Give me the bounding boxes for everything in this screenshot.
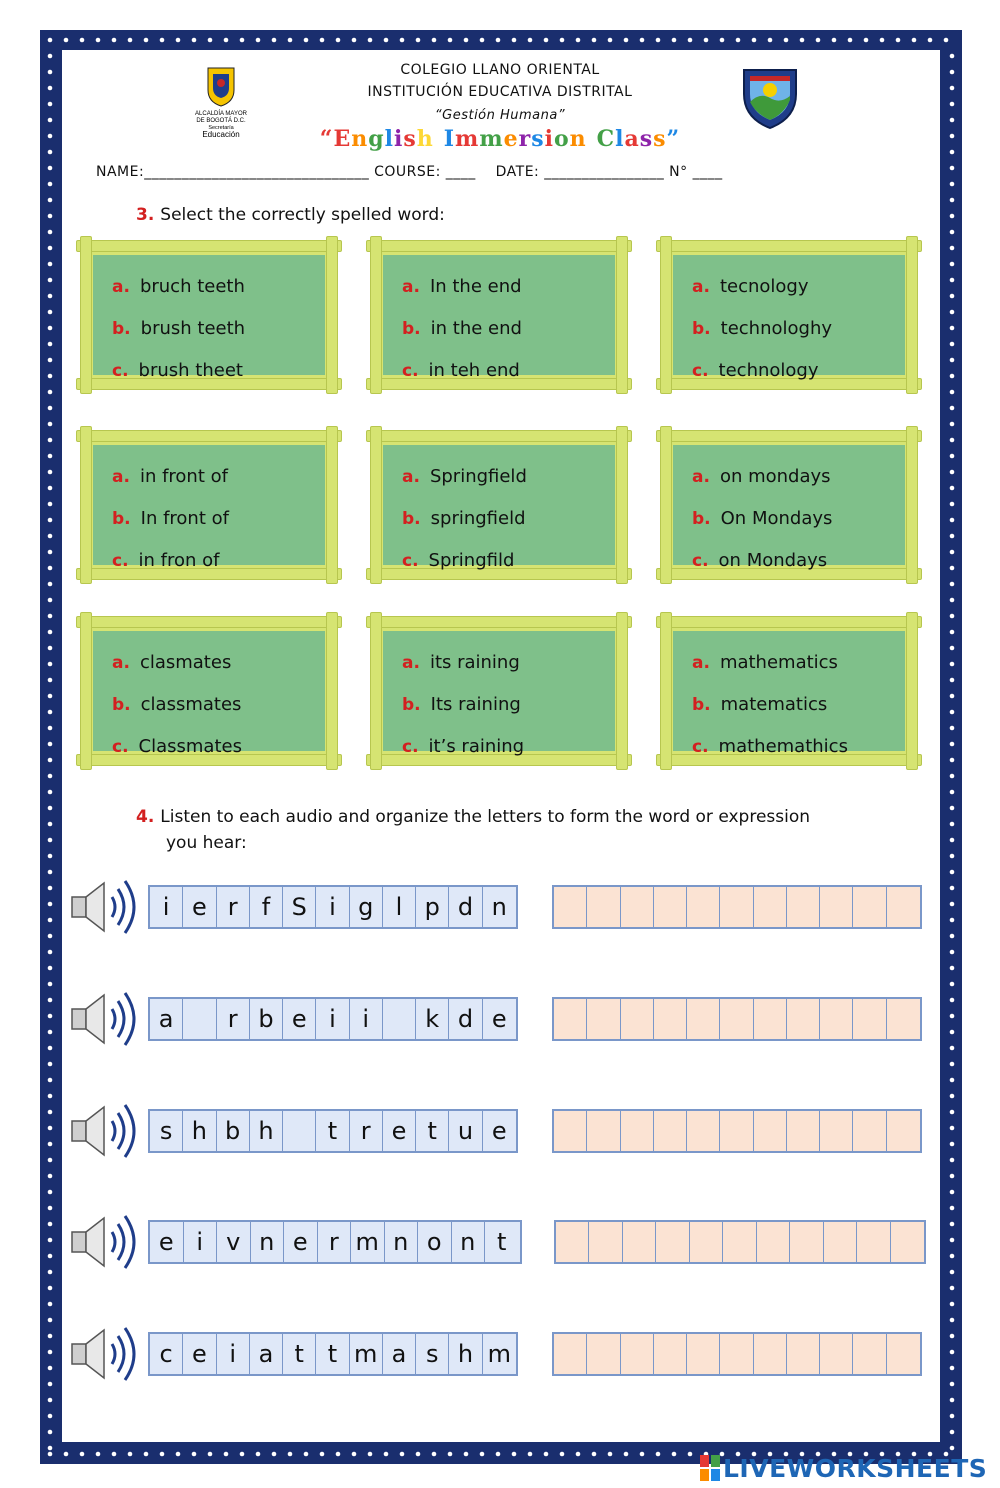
student-info-line: NAME:______________________________ COURSE: ____ DATE: ________________ N° ____ xyxy=(96,164,723,180)
option-text: technologhy xyxy=(720,318,832,339)
answer-slot[interactable] xyxy=(587,999,620,1039)
answer-slot[interactable] xyxy=(720,1111,753,1151)
option-text: in front of xyxy=(139,466,228,487)
speaker-icon[interactable] xyxy=(68,1099,138,1163)
option-text: in the end xyxy=(430,318,522,339)
question-number: 3. xyxy=(136,205,155,225)
logo-line-3: Secretaría xyxy=(208,125,234,131)
answer-option[interactable] xyxy=(402,498,527,540)
board-options xyxy=(402,456,527,582)
title-letter: r xyxy=(518,126,532,152)
spelling-board xyxy=(660,240,918,390)
option-text: bruch teeth xyxy=(139,276,245,297)
board-rail xyxy=(660,236,672,394)
spelling-board xyxy=(660,616,918,766)
letter-tile[interactable]: h xyxy=(183,1111,216,1151)
answer-slots xyxy=(552,997,922,1041)
title-letter: n xyxy=(569,126,587,152)
motto: “Gestión Humana” xyxy=(434,108,566,123)
answer-slot[interactable] xyxy=(820,887,853,927)
letter-tile[interactable]: i xyxy=(316,887,349,927)
answer-option[interactable] xyxy=(402,684,524,726)
answer-slot[interactable] xyxy=(554,887,587,927)
scrambled-letters xyxy=(148,1109,518,1153)
scrambled-letters xyxy=(148,1220,522,1264)
answer-slot[interactable] xyxy=(853,999,886,1039)
option-text: matematics xyxy=(720,694,828,715)
title-letter: E xyxy=(333,126,352,152)
letter-tile[interactable]: r xyxy=(350,1111,383,1151)
letter-tile[interactable]: a xyxy=(250,1334,283,1374)
answer-slot[interactable] xyxy=(853,1111,886,1151)
logo-line-4: Educación xyxy=(202,130,240,139)
answer-slot[interactable] xyxy=(621,887,654,927)
institution-name: INSTITUCIÓN EDUCATIVA DISTRITAL xyxy=(367,84,633,100)
answer-option[interactable] xyxy=(692,308,832,350)
letter-tile[interactable]: r xyxy=(217,999,250,1039)
letter-tile[interactable]: t xyxy=(316,1334,349,1374)
answer-slot[interactable] xyxy=(787,1111,820,1151)
question-instruction: Select the correctly spelled word: xyxy=(160,205,445,225)
option-text: brush teeth xyxy=(140,318,246,339)
title-letter: I xyxy=(443,126,456,152)
letter-tile[interactable]: p xyxy=(416,887,449,927)
logo-line-2: DE BOGOTÁ D.C. xyxy=(196,118,246,124)
answer-slot[interactable] xyxy=(887,999,920,1039)
option-letter: b. xyxy=(112,695,131,715)
answer-option[interactable] xyxy=(112,266,245,308)
answer-slot[interactable] xyxy=(787,887,820,927)
letter-tile[interactable]: v xyxy=(217,1222,251,1262)
answer-slot[interactable] xyxy=(824,1222,857,1262)
letter-tile[interactable] xyxy=(183,999,216,1039)
answer-slot[interactable] xyxy=(687,999,720,1039)
answer-slot[interactable] xyxy=(621,1334,654,1374)
letter-tile[interactable]: r xyxy=(217,887,250,927)
letter-tile[interactable]: e xyxy=(284,1222,318,1262)
answer-slot[interactable] xyxy=(654,1334,687,1374)
board-rail xyxy=(616,236,628,394)
title-letter: n xyxy=(351,126,369,152)
option-letter: c. xyxy=(402,737,419,757)
question-3-title xyxy=(136,205,445,225)
option-letter: b. xyxy=(692,695,711,715)
answer-slot[interactable] xyxy=(787,999,820,1039)
board-options xyxy=(402,642,524,768)
option-text: springfield xyxy=(430,508,526,529)
board-options xyxy=(692,642,848,768)
answer-slot[interactable] xyxy=(589,1222,622,1262)
option-letter: b. xyxy=(692,509,711,529)
title-letter: m xyxy=(479,126,504,152)
answer-slot[interactable] xyxy=(820,1111,853,1151)
option-text: tecnology xyxy=(719,276,809,297)
answer-option[interactable] xyxy=(402,308,522,350)
letter-tile[interactable]: o xyxy=(418,1222,452,1262)
answer-slot[interactable] xyxy=(720,887,753,927)
liveworksheets-watermark xyxy=(700,1454,987,1483)
answer-slot[interactable] xyxy=(587,1334,620,1374)
board-rail xyxy=(76,616,342,628)
title-letter: l xyxy=(384,126,394,152)
letter-tile[interactable]: b xyxy=(250,999,283,1039)
title-letter: s xyxy=(531,126,545,152)
letter-tile[interactable]: d xyxy=(449,887,482,927)
option-letter: b. xyxy=(402,319,421,339)
letter-tile[interactable]: n xyxy=(385,1222,419,1262)
option-text: on mondays xyxy=(719,466,831,487)
board-rail xyxy=(656,616,922,628)
spelling-board xyxy=(370,616,628,766)
answer-option[interactable] xyxy=(112,540,229,582)
title-letter: e xyxy=(503,126,519,152)
letter-tile[interactable]: m xyxy=(487,1340,511,1368)
answer-option[interactable] xyxy=(112,350,245,392)
letter-tile[interactable]: e xyxy=(491,1117,507,1145)
answer-slot[interactable] xyxy=(654,1111,687,1151)
title-letter: h xyxy=(416,126,434,152)
answer-option[interactable] xyxy=(402,456,527,498)
board-rail xyxy=(326,236,338,394)
answer-slot[interactable] xyxy=(723,1222,756,1262)
option-letter: b. xyxy=(112,319,131,339)
option-letter: c. xyxy=(692,361,709,381)
answer-slot[interactable] xyxy=(687,887,720,927)
answer-option[interactable] xyxy=(402,266,522,308)
answer-slot[interactable] xyxy=(757,1222,790,1262)
letter-tile[interactable]: g xyxy=(350,887,383,927)
scrambled-letters xyxy=(148,997,518,1041)
board-rail xyxy=(660,612,672,770)
spelling-board xyxy=(370,430,628,580)
question-number: 4. xyxy=(136,807,155,827)
title-letter: C xyxy=(596,126,616,152)
answer-slot[interactable] xyxy=(720,1334,753,1374)
option-text: its raining xyxy=(429,652,520,673)
board-rail xyxy=(326,612,338,770)
title-close-quote: ” xyxy=(666,126,681,152)
board-rail xyxy=(616,612,628,770)
answer-slot[interactable] xyxy=(857,1222,890,1262)
answer-slot[interactable] xyxy=(887,1334,920,1374)
option-text: Springfield xyxy=(429,466,527,487)
letter-tile[interactable]: t xyxy=(416,1111,449,1151)
answer-option[interactable] xyxy=(692,684,848,726)
board-options xyxy=(112,642,242,768)
option-letter: c. xyxy=(692,551,709,571)
spelling-board xyxy=(660,430,918,580)
option-text: it’s raining xyxy=(428,736,525,757)
answer-option[interactable] xyxy=(112,642,242,684)
letter-tile[interactable]: s xyxy=(150,1111,183,1151)
answer-option[interactable] xyxy=(692,540,832,582)
title-letter: o xyxy=(553,126,570,152)
title-letter: s xyxy=(639,126,654,152)
letter-tile[interactable]: c xyxy=(150,1334,183,1374)
answer-slot[interactable] xyxy=(853,1334,886,1374)
option-text: technology xyxy=(718,360,819,381)
question-4-title xyxy=(136,804,916,856)
board-rail xyxy=(76,430,342,442)
answer-option[interactable] xyxy=(112,456,229,498)
option-text: in teh end xyxy=(428,360,520,381)
answer-slot[interactable] xyxy=(720,999,753,1039)
answer-option[interactable] xyxy=(692,642,848,684)
answer-slot[interactable] xyxy=(754,1111,787,1151)
option-text: in fron of xyxy=(138,550,220,571)
option-letter: c. xyxy=(692,737,709,757)
option-letter: a. xyxy=(112,653,130,673)
title-letter: m xyxy=(455,126,480,152)
board-rail xyxy=(366,240,632,252)
option-letter: c. xyxy=(402,551,419,571)
board-rail xyxy=(906,426,918,584)
letter-tile[interactable]: s xyxy=(416,1334,449,1374)
answer-slots xyxy=(552,1332,922,1376)
letter-tile[interactable]: i xyxy=(217,1334,250,1374)
letter-tile[interactable]: i xyxy=(350,999,383,1039)
option-letter: b. xyxy=(402,695,421,715)
answer-slot[interactable] xyxy=(754,1334,787,1374)
board-rail xyxy=(656,240,922,252)
letter-tile[interactable]: d xyxy=(449,999,482,1039)
letter-tile[interactable]: n xyxy=(251,1222,285,1262)
question-instruction-line-2: you hear: xyxy=(166,833,247,853)
letter-tile[interactable]: S xyxy=(283,887,316,927)
title-letter: g xyxy=(368,126,385,152)
option-letter: a. xyxy=(112,467,130,487)
speaker-icon[interactable] xyxy=(68,987,138,1051)
option-letter: c. xyxy=(112,551,129,571)
answer-slot[interactable] xyxy=(587,1111,620,1151)
option-text: clasmates xyxy=(139,652,232,673)
answer-slot[interactable] xyxy=(754,999,787,1039)
answer-slot[interactable] xyxy=(690,1222,723,1262)
title-letter: l xyxy=(615,126,625,152)
speaker-icon[interactable] xyxy=(68,875,138,939)
answer-option[interactable] xyxy=(692,350,832,392)
option-text: Classmates xyxy=(138,736,242,757)
letter-tile[interactable] xyxy=(383,999,416,1039)
title-letter: s xyxy=(653,126,667,152)
answer-slot[interactable] xyxy=(790,1222,823,1262)
spelling-board xyxy=(80,430,338,580)
board-rail xyxy=(656,430,922,442)
answer-slot[interactable] xyxy=(623,1222,656,1262)
letter-tile[interactable]: r xyxy=(318,1222,352,1262)
title-letter: a xyxy=(624,126,640,152)
letter-tile[interactable]: n xyxy=(491,893,507,921)
option-letter: a. xyxy=(402,653,420,673)
spelling-board xyxy=(370,240,628,390)
speaker-icon[interactable] xyxy=(68,1322,138,1386)
answer-slots xyxy=(554,1220,926,1264)
letter-tile[interactable]: t xyxy=(283,1334,316,1374)
letter-tile[interactable]: e xyxy=(183,887,216,927)
letter-tile[interactable]: i xyxy=(184,1222,218,1262)
letter-tile[interactable]: e xyxy=(383,1111,416,1151)
letter-tile[interactable]: t xyxy=(497,1228,507,1256)
option-letter: a. xyxy=(112,277,130,297)
option-text: brush theet xyxy=(138,360,243,381)
option-text: In the end xyxy=(429,276,522,297)
option-text: mathemathics xyxy=(718,736,848,757)
answer-slot[interactable] xyxy=(554,1111,587,1151)
board-rail xyxy=(370,612,382,770)
letter-tile[interactable]: k xyxy=(416,999,449,1039)
option-text: In front of xyxy=(140,508,229,529)
answer-slot[interactable] xyxy=(654,999,687,1039)
answer-option[interactable] xyxy=(692,266,832,308)
letter-tile[interactable]: i xyxy=(150,887,183,927)
answer-option[interactable] xyxy=(692,456,832,498)
letter-tile[interactable]: t xyxy=(316,1111,349,1151)
title-letter: s xyxy=(403,126,417,152)
answer-option[interactable] xyxy=(112,684,242,726)
board-rail xyxy=(366,430,632,442)
board-rail xyxy=(660,426,672,584)
answer-option[interactable] xyxy=(402,642,524,684)
letter-tile[interactable]: a xyxy=(150,999,183,1039)
board-options xyxy=(112,266,245,392)
letter-tile[interactable] xyxy=(283,1111,316,1151)
spelling-board xyxy=(80,616,338,766)
letter-tile[interactable]: e xyxy=(283,999,316,1039)
letter-tile[interactable]: i xyxy=(316,999,349,1039)
answer-slot[interactable] xyxy=(887,1111,920,1151)
board-rail xyxy=(616,426,628,584)
board-rail xyxy=(80,426,92,584)
scrambled-letters xyxy=(148,1332,518,1376)
letter-tile[interactable]: n xyxy=(452,1222,486,1262)
option-letter: a. xyxy=(692,277,710,297)
board-rail xyxy=(80,236,92,394)
spelling-board xyxy=(80,240,338,390)
title-letter: i xyxy=(544,126,554,152)
watermark-text: LIVEWORKSHEETS xyxy=(723,1454,988,1483)
letter-tile[interactable]: u xyxy=(449,1111,482,1151)
logo-line-1: ALCALDÍA MAYOR xyxy=(195,111,247,117)
answer-slot[interactable] xyxy=(621,999,654,1039)
letter-tile[interactable]: f xyxy=(250,887,283,927)
option-letter: b. xyxy=(112,509,131,529)
board-rail xyxy=(906,236,918,394)
board-options xyxy=(112,456,229,582)
board-rail xyxy=(906,612,918,770)
answer-slot[interactable] xyxy=(656,1222,689,1262)
answer-slot[interactable] xyxy=(787,1334,820,1374)
answer-option[interactable] xyxy=(692,498,832,540)
board-options xyxy=(402,266,522,392)
answer-option[interactable] xyxy=(112,308,245,350)
answer-option[interactable] xyxy=(112,726,242,768)
answer-slot[interactable] xyxy=(587,887,620,927)
letter-tile[interactable]: e xyxy=(150,1222,184,1262)
board-rail xyxy=(370,236,382,394)
option-letter: c. xyxy=(402,361,419,381)
board-options xyxy=(692,456,832,582)
answer-option[interactable] xyxy=(402,540,527,582)
option-letter: b. xyxy=(692,319,711,339)
option-letter: c. xyxy=(112,361,129,381)
answer-option[interactable] xyxy=(402,726,524,768)
answer-slot[interactable] xyxy=(853,887,886,927)
letter-tile[interactable]: h xyxy=(250,1111,283,1151)
letter-tile[interactable]: b xyxy=(217,1111,250,1151)
question-instruction-line-1: Listen to each audio and organize the letters to form the word or expression xyxy=(160,807,811,827)
board-rail xyxy=(80,612,92,770)
answer-option[interactable] xyxy=(692,726,848,768)
school-name: COLEGIO LLANO ORIENTAL xyxy=(400,62,600,78)
board-rail xyxy=(366,616,632,628)
board-options xyxy=(692,266,832,392)
answer-slot[interactable] xyxy=(820,999,853,1039)
answer-slot[interactable] xyxy=(556,1222,589,1262)
answer-slot[interactable] xyxy=(687,1111,720,1151)
answer-slot[interactable] xyxy=(887,887,920,927)
answer-slots xyxy=(552,885,922,929)
answer-option[interactable] xyxy=(402,350,522,392)
board-rail xyxy=(370,426,382,584)
option-text: classmates xyxy=(140,694,242,715)
letter-tile[interactable]: h xyxy=(449,1334,482,1374)
title-open-quote: “ xyxy=(319,126,334,152)
option-letter: a. xyxy=(692,467,710,487)
board-rail xyxy=(326,426,338,584)
option-letter: b. xyxy=(402,509,421,529)
option-letter: a. xyxy=(402,277,420,297)
letter-tile[interactable]: a xyxy=(383,1334,416,1374)
answer-slot[interactable] xyxy=(621,1111,654,1151)
watermark-badge-icon xyxy=(700,1455,720,1481)
option-text: Its raining xyxy=(430,694,521,715)
option-text: On Mondays xyxy=(720,508,833,529)
option-letter: a. xyxy=(402,467,420,487)
letter-tile[interactable]: m xyxy=(350,1334,383,1374)
letter-tile[interactable]: m xyxy=(351,1222,385,1262)
answer-slot[interactable] xyxy=(820,1334,853,1374)
answer-slot[interactable] xyxy=(654,887,687,927)
option-text: on Mondays xyxy=(718,550,828,571)
class-title xyxy=(0,126,1000,152)
speaker-icon[interactable] xyxy=(68,1210,138,1274)
answer-slot[interactable] xyxy=(554,1334,587,1374)
answer-slot[interactable] xyxy=(687,1334,720,1374)
board-rail xyxy=(76,240,342,252)
option-text: Springfild xyxy=(428,550,515,571)
answer-option[interactable] xyxy=(112,498,229,540)
letter-tile[interactable]: l xyxy=(383,887,416,927)
option-text: mathematics xyxy=(719,652,838,673)
option-letter: a. xyxy=(692,653,710,673)
answer-slot[interactable] xyxy=(754,887,787,927)
answer-slot[interactable] xyxy=(891,1222,924,1262)
letter-tile[interactable]: e xyxy=(491,1005,507,1033)
answer-slot[interactable] xyxy=(554,999,587,1039)
scrambled-letters xyxy=(148,885,518,929)
letter-tile[interactable]: e xyxy=(183,1334,216,1374)
option-letter: c. xyxy=(112,737,129,757)
answer-slots xyxy=(552,1109,922,1153)
title-letter: i xyxy=(393,126,404,152)
